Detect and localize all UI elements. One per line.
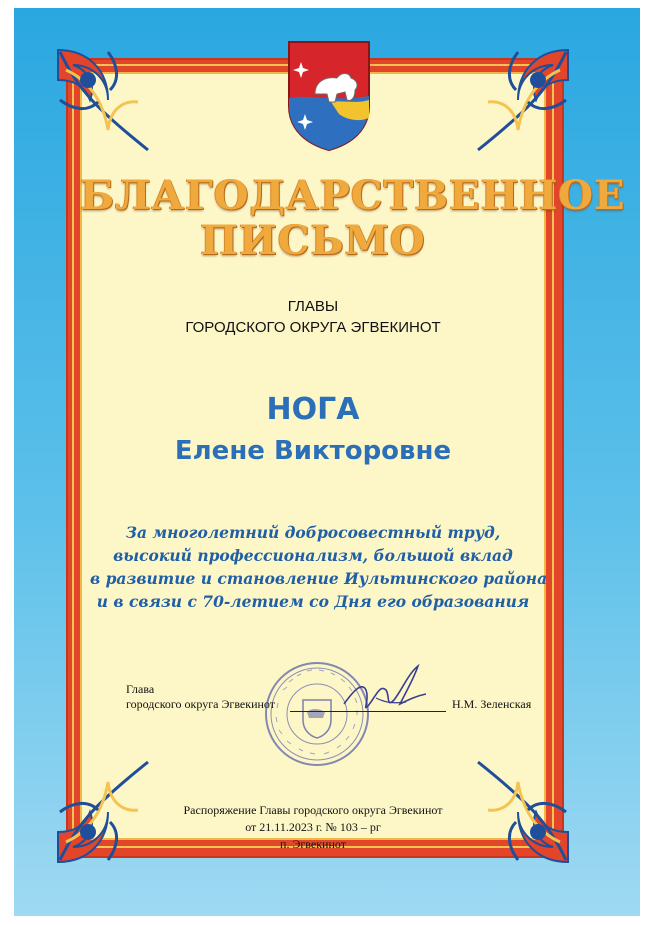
- reason-line: За многолетний добросовестный труд,: [125, 523, 501, 542]
- decree-line2: от 21.11.2023 г. № 103 – рг: [245, 820, 381, 834]
- issuer-line1: ГЛАВЫ: [287, 298, 339, 315]
- signer-position-line2: городского округа Эгвекинот: [126, 697, 275, 711]
- award-reason: [90, 521, 548, 613]
- coat-of-arms-polar-bear-icon: [281, 38, 377, 154]
- issuer-line2: ГОРОДСКОГО ОКРУГА ЭГВЕКИНОТ: [185, 319, 441, 336]
- signer-position-line1: Глава: [126, 682, 155, 696]
- certificate-title-line2: ПИСЬМО: [200, 217, 426, 264]
- decree-line1: Распоряжение Главы городского округа Эгвекинот: [183, 803, 443, 817]
- reason-line: высокий профессионализм, большой вклад: [113, 546, 513, 565]
- certificate-title-line1: БЛАГОДАРСТВЕННОЕ: [80, 172, 626, 219]
- handwritten-signature: [336, 660, 432, 718]
- corner-ornament-icon: [458, 40, 578, 160]
- recipient-name: Елене Викторовне: [174, 436, 452, 466]
- recipient-surname: НОГА: [266, 392, 360, 427]
- reason-line: в развитие и становление Иультинского района: [90, 569, 548, 588]
- signature-line: [290, 711, 446, 712]
- signer-name: Н.М. Зеленская: [452, 697, 532, 711]
- corner-ornament-icon: [48, 40, 168, 160]
- decree-line3: п. Эгвекинот: [280, 837, 346, 851]
- reason-line: и в связи с 70-летием со Дня его образования: [96, 592, 530, 611]
